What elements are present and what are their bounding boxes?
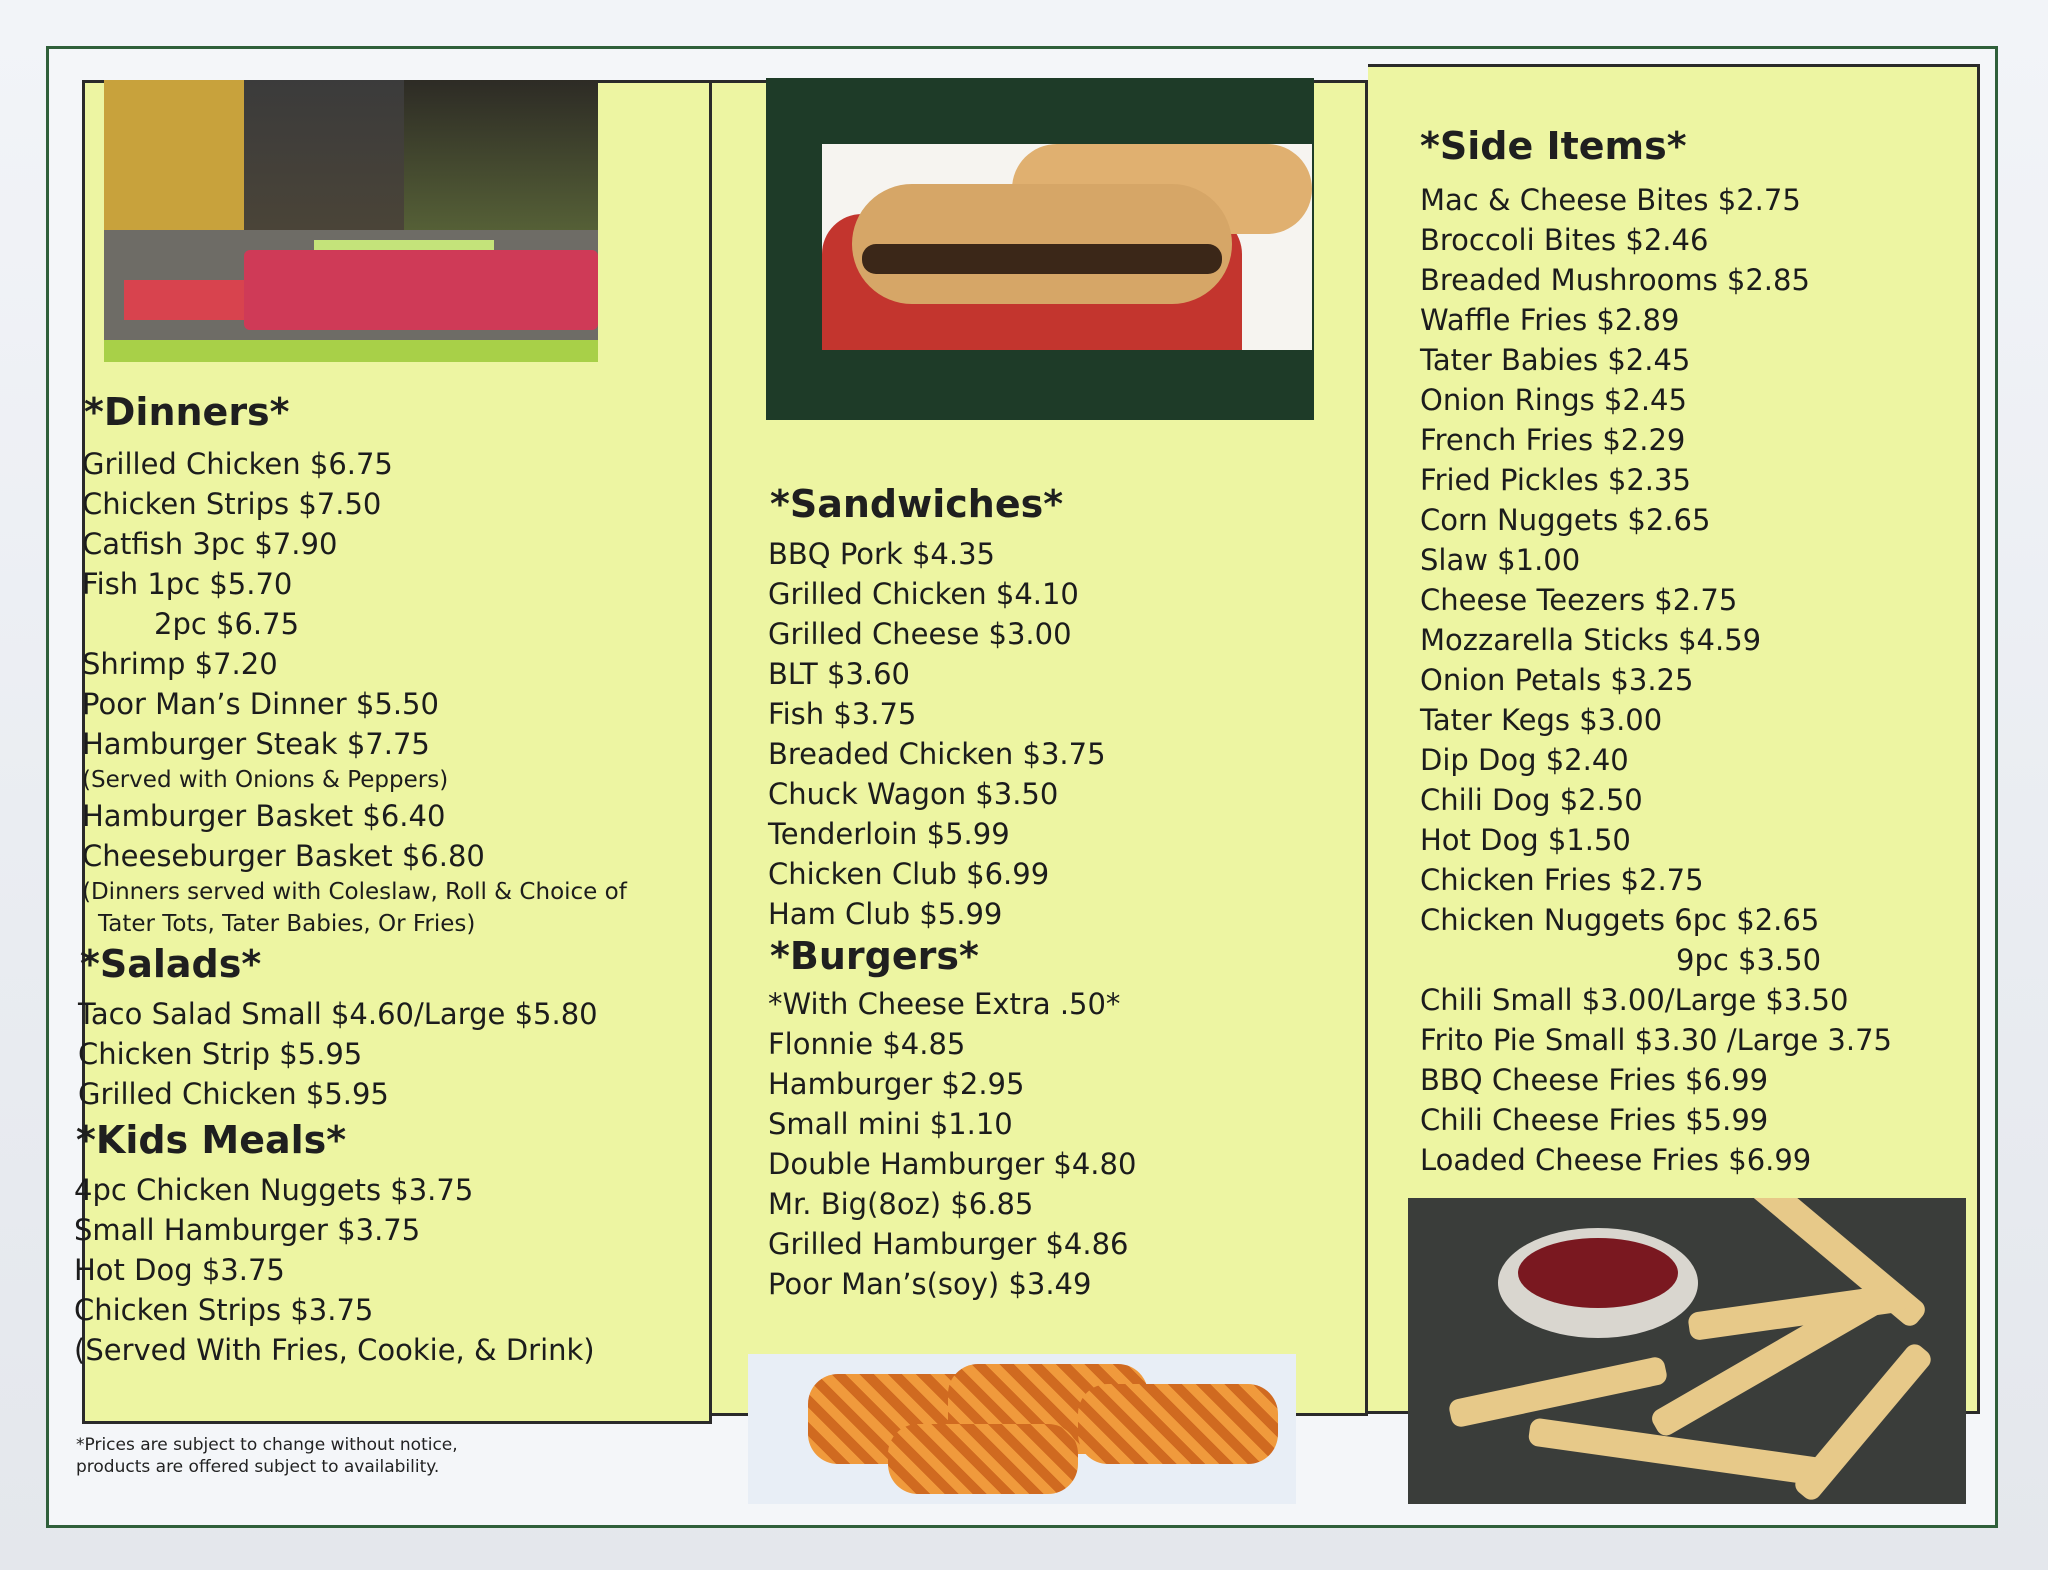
list-item: Hamburger $2.95 [768, 1067, 1025, 1101]
list-item: Chicken Strip $5.95 [78, 1037, 363, 1071]
list-item: Loaded Cheese Fries $6.99 [1420, 1143, 1812, 1177]
list-item: Hot Dog $1.50 [1420, 823, 1631, 857]
list-item: Poor Man’s(soy) $3.49 [768, 1267, 1092, 1301]
list-item: Shrimp $7.20 [82, 647, 278, 681]
list-item-note: (Served with Onions & Peppers) [82, 767, 449, 793]
list-item: Mac & Cheese Bites $2.75 [1420, 183, 1801, 217]
list-item: Dip Dog $2.40 [1420, 743, 1629, 777]
list-item: Chuck Wagon $3.50 [768, 777, 1059, 811]
list-item: Tater Babies $2.45 [1420, 343, 1691, 377]
list-item: French Fries $2.29 [1420, 423, 1686, 457]
list-item: Hot Dog $3.75 [74, 1253, 285, 1287]
list-item: Chicken Nuggets 6pc $2.65 [1420, 903, 1820, 937]
list-item: Chili Dog $2.50 [1420, 783, 1643, 817]
list-item: Mr. Big(8oz) $6.85 [768, 1187, 1034, 1221]
fries-ketchup-photo [1408, 1198, 1966, 1504]
list-item: 2pc $6.75 [154, 607, 300, 641]
list-item: Chicken Fries $2.75 [1420, 863, 1704, 897]
list-item: Grilled Hamburger $4.86 [768, 1227, 1129, 1261]
list-item: Corn Nuggets $2.65 [1420, 503, 1711, 537]
list-item: Chicken Strips $7.50 [82, 487, 382, 521]
list-item: Flonnie $4.85 [768, 1027, 966, 1061]
list-item: BBQ Cheese Fries $6.99 [1420, 1063, 1769, 1097]
list-item: Catfish 3pc $7.90 [82, 527, 338, 561]
list-item: (Served With Fries, Cookie, & Drink) [74, 1333, 595, 1367]
list-item: Hamburger Basket $6.40 [82, 799, 446, 833]
kids-meals-list [74, 1170, 595, 1370]
list-item: Grilled Cheese $3.00 [768, 617, 1072, 651]
list-item: BBQ Pork $4.35 [768, 537, 995, 571]
list-item: Chicken Strips $3.75 [74, 1293, 374, 1327]
list-item: Frito Pie Small $3.30 /Large 3.75 [1420, 1023, 1893, 1057]
list-item: Slaw $1.00 [1420, 543, 1581, 577]
list-item: Tater Kegs $3.00 [1420, 703, 1663, 737]
list-item: Cheeseburger Basket $6.80 [82, 839, 485, 873]
list-item: Onion Rings $2.45 [1420, 383, 1687, 417]
list-item: Small Hamburger $3.75 [74, 1213, 421, 1247]
list-item: Small mini $1.10 [768, 1107, 1013, 1141]
list-item: Breaded Chicken $3.75 [768, 737, 1106, 771]
salads-heading: *Salads* [80, 942, 262, 986]
list-item: Fish 1pc $5.70 [82, 567, 293, 601]
list-item-note: Tater Tots, Tater Babies, Or Fries) [98, 911, 476, 937]
list-item: Grilled Chicken $6.75 [82, 447, 393, 481]
sandwich-photo [766, 78, 1314, 420]
list-item: Broccoli Bites $2.46 [1420, 223, 1709, 257]
list-item: Cheese Teezers $2.75 [1420, 583, 1738, 617]
list-item: 9pc $3.50 [1676, 943, 1822, 977]
dinners-heading: *Dinners* [84, 390, 290, 434]
list-item: Breaded Mushrooms $2.85 [1420, 263, 1810, 297]
burgers-heading: *Burgers* [770, 934, 979, 978]
list-item: 4pc Chicken Nuggets $3.75 [74, 1173, 474, 1207]
list-item: Ham Club $5.99 [768, 897, 1003, 931]
side-items-list [1420, 180, 1892, 1180]
list-item: Fried Pickles $2.35 [1420, 463, 1691, 497]
side-items-heading: *Side Items* [1420, 124, 1687, 168]
dinners-list [82, 444, 627, 940]
list-item: Chili Small $3.00/Large $3.50 [1420, 983, 1849, 1017]
kids-meals-heading: *Kids Meals* [76, 1118, 347, 1162]
list-item: Fish $3.75 [768, 697, 917, 731]
list-item: Taco Salad Small $4.60/Large $5.80 [78, 997, 598, 1031]
list-item: Onion Petals $3.25 [1420, 663, 1694, 697]
waffle-fries-photo [748, 1354, 1296, 1504]
list-item: BLT $3.60 [768, 657, 911, 691]
list-item: Double Hamburger $4.80 [768, 1147, 1137, 1181]
diner-interior-photo [104, 80, 598, 362]
list-item: Waffle Fries $2.89 [1420, 303, 1680, 337]
sandwiches-heading: *Sandwiches* [770, 482, 1064, 526]
list-item: Poor Man’s Dinner $5.50 [82, 687, 439, 721]
sandwiches-list [768, 534, 1106, 934]
list-item: Mozzarella Sticks $4.59 [1420, 623, 1762, 657]
list-item: Chili Cheese Fries $5.99 [1420, 1103, 1769, 1137]
disclaimer-line: products are offered subject to availability. [76, 1457, 440, 1477]
list-item: Grilled Chicken $4.10 [768, 577, 1079, 611]
list-item: Tenderloin $5.99 [768, 817, 1010, 851]
list-item: Chicken Club $6.99 [768, 857, 1050, 891]
price-disclaimer [76, 1434, 458, 1478]
list-item: *With Cheese Extra .50* [768, 987, 1121, 1021]
burgers-list [768, 984, 1136, 1304]
list-item-note: (Dinners served with Coleslaw, Roll & Choice of [82, 879, 627, 905]
list-item: Hamburger Steak $7.75 [82, 727, 430, 761]
list-item: Grilled Chicken $5.95 [78, 1077, 389, 1111]
salads-list [78, 994, 598, 1114]
disclaimer-line: *Prices are subject to change without notice, [76, 1435, 458, 1455]
